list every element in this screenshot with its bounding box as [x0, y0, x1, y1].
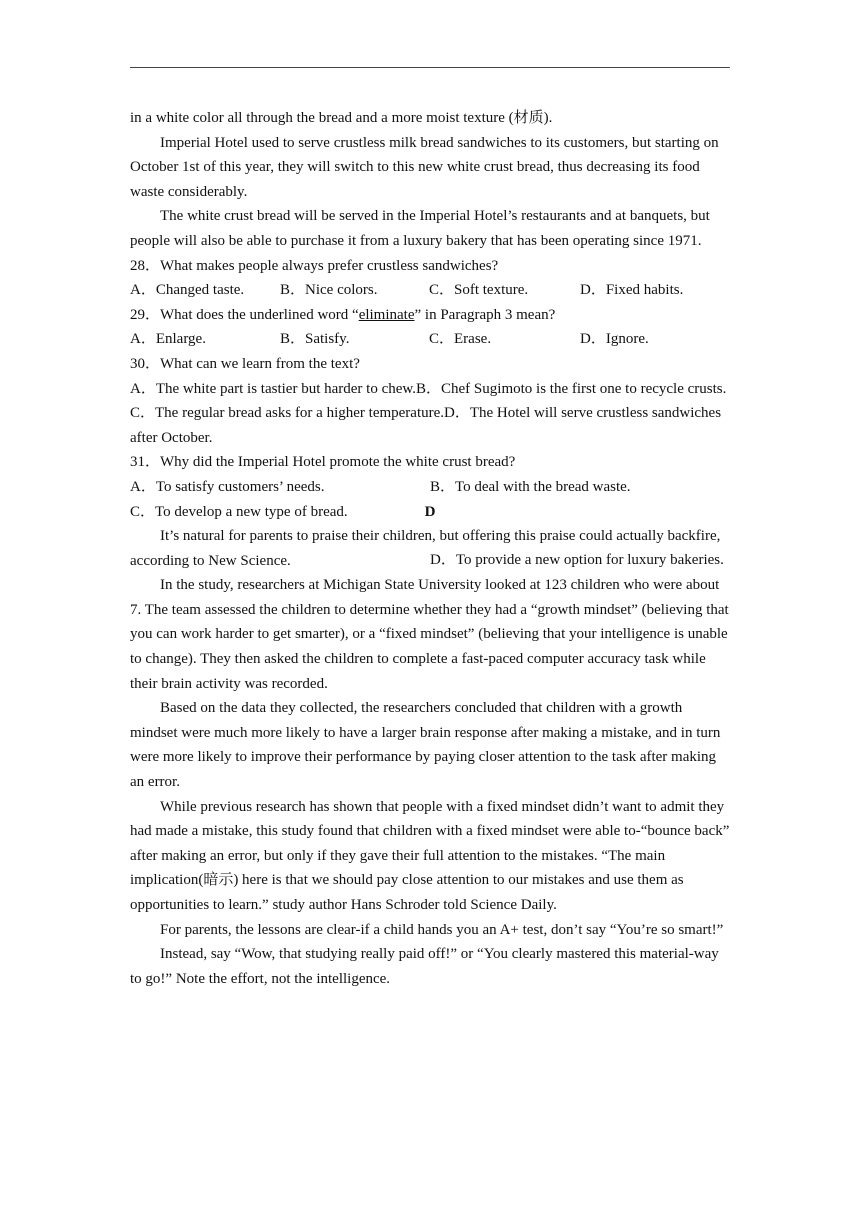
- question-29-option-d[interactable]: D．Ignore.: [580, 331, 649, 348]
- paragraph-c-imperial-hotel: Imperial Hotel used to serve crustless milk bread sandwiches to its customers, but starting on October 1st of this year, they will switch to this new white crust bread, thus decreasing its food waste considerably.: [130, 134, 719, 200]
- header-rule: [130, 67, 730, 68]
- question-28-option-a[interactable]: A．Changed taste.: [130, 282, 245, 299]
- question-28-option-c[interactable]: C．Soft texture.: [429, 282, 529, 299]
- question-31-options-row-1: [130, 475, 730, 500]
- question-30-options-cd[interactable]: C．The regular bread asks for a higher temperature.D．The Hotel will serve crustless sandwiches after October.: [130, 405, 722, 446]
- question-30-options-ab[interactable]: A．The white part is tastier but harder to chew.B．Chef Sugimoto is the first one to recycle crusts.: [130, 380, 727, 397]
- section-d-paragraph-4: While previous research has shown that people with a fixed mindset didn’t want to admit they had made a mistake, this study found that children with a fixed mindset were able to-“bounce back” after making an error, but only if they gave their full attention to the mistakes. “The main implication(暗示) here is that we should pay close attention to our mistakes and use them as opportunities to learn.” study author Hans Schroder told Science Daily.: [130, 798, 730, 913]
- question-29-options: [130, 327, 730, 352]
- question-29-stem-before: 29．What does the underlined word “: [130, 306, 359, 323]
- question-31-option-b[interactable]: B．To deal with the bread waste.: [430, 478, 631, 495]
- section-d-paragraph-5: For parents, the lessons are clear-if a child hands you an A+ test, don’t say “You’re so smart!”: [160, 921, 724, 938]
- question-29-stem: [130, 303, 730, 328]
- question-29-option-b[interactable]: B．Satisfy.: [280, 331, 350, 348]
- paragraph-c-continuation: in a white color all through the bread and a more moist texture (材质).: [130, 110, 553, 126]
- section-d-paragraph-2: In the study, researchers at Michigan State University looked at 123 children who were about 7. The team assessed the children to determine whether they had a “growth mindset” (believing that you can work harder to get smarter), or a “fixed mindset” (believing that your intelligence is unable to change). They then asked the children to complete a fast-paced computer accuracy task while their brain activity was recorded.: [130, 577, 729, 692]
- question-31-option-d[interactable]: D．To provide a new option for luxury bakeries.: [430, 552, 724, 568]
- question-31-stem: 31．Why did the Imperial Hotel promote the white crust bread?: [130, 454, 516, 471]
- question-29-underlined-word: eliminate: [358, 306, 415, 323]
- paragraph-c-white-crust: The white crust bread will be served in the Imperial Hotel’s restaurants and at banquets, but people will also be able to purchase it from a luxury bakery that has been operating since 1971.: [130, 208, 710, 249]
- question-31-option-c[interactable]: C．To develop a new type of bread.: [130, 503, 348, 520]
- section-d-paragraph-1: It’s natural for parents to praise their children, but offering this praise could actually backfire, according to New Science.: [130, 528, 721, 569]
- question-28-option-d[interactable]: D．Fixed habits.: [580, 282, 684, 299]
- question-29-stem-after: ” in Paragraph 3 mean?: [414, 306, 556, 323]
- section-d-title: D: [424, 503, 436, 520]
- question-29-option-c[interactable]: C．Erase.: [429, 331, 492, 348]
- question-30-stem: 30．What can we learn from the text?: [130, 355, 360, 372]
- question-29-option-a[interactable]: A．Enlarge.: [130, 331, 206, 348]
- section-d-paragraph-6: Instead, say “Wow, that studying really paid off!” or “You clearly mastered this material-way to go!” Note the effort, not the intelligence.: [130, 946, 719, 987]
- question-28-stem: 28．What makes people always prefer crustless sandwiches?: [130, 257, 499, 274]
- question-31-option-a[interactable]: A．To satisfy customers’ needs.: [130, 478, 325, 495]
- question-28-options: [130, 278, 730, 303]
- section-d-paragraph-3: Based on the data they collected, the researchers concluded that children with a growth mindset were much more likely to have a larger brain response after making a mistake, and in turn were more likely to improve their performance by paying closer attention to the task after making an error.: [130, 700, 721, 791]
- question-28-option-b[interactable]: B．Nice colors.: [280, 282, 378, 299]
